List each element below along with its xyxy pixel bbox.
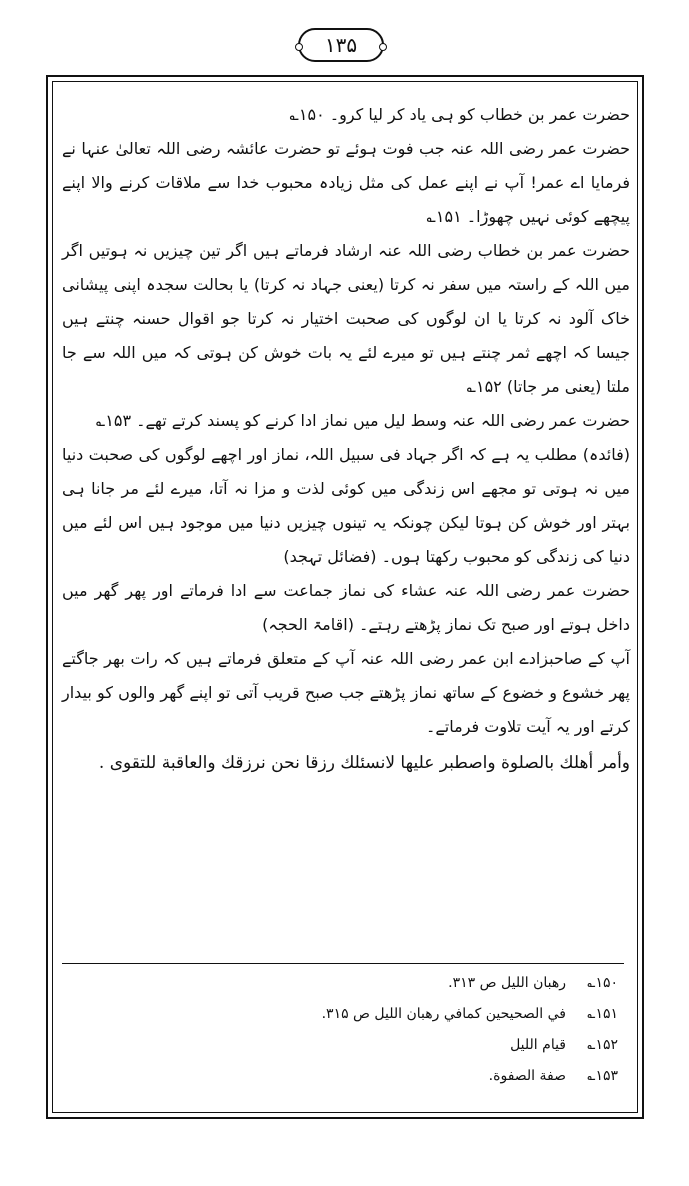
footnote-text: صفة الصفوة. bbox=[488, 1068, 566, 1084]
footnote-number: ۱۵۰؎ bbox=[587, 975, 618, 991]
paragraph-7: آپ کے صاحبزادے ابن عمر رضی اللہ عنہ آپ کے متعلق فرماتے ہیں کہ رات بھر جاگتے پھر خشوع و خضوع کے ساتھ نماز پڑھتے جب صبح قریب آتی تو اپنے گھر والوں کو بیدار کرتے اور یہ آیت تلاوت فرماتے۔ bbox=[62, 649, 630, 736]
paragraph-4: حضرت عمر رضی اللہ عنہ وسط لیل میں نماز ادا کرنے کو پسند کرتے تھے۔ ۱۵۳؎ bbox=[95, 411, 630, 430]
footnote-number: ۱۵۱؎ bbox=[587, 1006, 618, 1022]
paragraph-5-faida: (فائدہ) مطلب یہ ہے کہ اگر جہاد فی سبیل اللہ، نماز اور اچھے لوگوں کی صحبت دنیا میں نہ ہوتی تو مجھے اس زندگی میں کوئی لذت و مزا نہ آتا، میرے لئے مر جانا ہی بہتر اور خوش کن ہوتا لیکن چونکہ یہ تینوں چیزیں دنیا میں موجود ہیں اس لئے میں دنیا کی زندگی کو محبوب رکھتا ہوں۔ (فضائل تہجد) bbox=[62, 445, 630, 566]
main-text bbox=[62, 98, 630, 782]
footnote-item bbox=[62, 968, 618, 999]
paragraph-6: حضرت عمر رضی اللہ عنہ عشاء کی نماز جماعت سے ادا فرماتے اور پھر گھر میں داخل ہوتے اور صبح تک نماز پڑھتے رہتے۔ (اقامۃ الحجہ) bbox=[62, 581, 630, 634]
footnote-number: ۱۵۲؎ bbox=[587, 1037, 618, 1053]
footnote-text: قيام الليل bbox=[510, 1037, 566, 1053]
footnote-item bbox=[62, 999, 618, 1030]
footnote-item bbox=[62, 1030, 618, 1061]
footnote-divider bbox=[62, 963, 624, 964]
footnote-number: ۱۵۳؎ bbox=[587, 1068, 618, 1084]
footnotes bbox=[62, 968, 618, 1092]
footnote-text: رهبان الليل ص ۳۱۳. bbox=[448, 975, 566, 991]
paragraph-1: حضرت عمر بن خطاب کو ہی یاد کر لیا کرو۔ ۱۵۰؎ bbox=[289, 105, 630, 124]
footnote-text: في الصحيحين كمافي رهبان الليل ص ۳۱۵. bbox=[321, 1006, 566, 1022]
footnote-item bbox=[62, 1061, 618, 1092]
quran-verse: وأمر أهلك بالصلوة واصطبر عليها لانسئلك رزقا نحن نرزقك والعاقبة للتقوى . bbox=[98, 753, 630, 773]
paragraph-3: حضرت عمر بن خطاب رضی اللہ عنہ ارشاد فرماتے ہیں اگر تین چیزیں نہ ہوتیں اگر میں اللہ کے راستہ میں سفر نہ کرتا (یعنی جہاد نہ کرتا) یا بحالت سجدہ اپنی پیشانی خاک آلود نہ کرتا یا ان لوگوں کی صحبت اختیار نہ کرتا جو اقوال حسنہ چنتے ہیں جیسا کہ اچھے ثمر چنتے ہیں تو میرے لئے یہ بات خوش کن ہوتی کہ میں اللہ سے جا ملتا (یعنی مر جاتا) ۱۵۲؎ bbox=[62, 241, 630, 396]
paragraph-2: حضرت عمر رضی اللہ عنہ جب فوت ہوئے تو حضرت عائشہ رضی اللہ تعالیٰ عنہا نے فرمایا اے عمر! آپ نے اپنے عمل کی مثل زیادہ محبوب خدا سے ملاقات کرنے والا اپنے پیچھے کوئی نہیں چھوڑا۔ ۱۵۱؎ bbox=[62, 139, 630, 226]
page-number: ۱۳۵ bbox=[298, 28, 384, 62]
